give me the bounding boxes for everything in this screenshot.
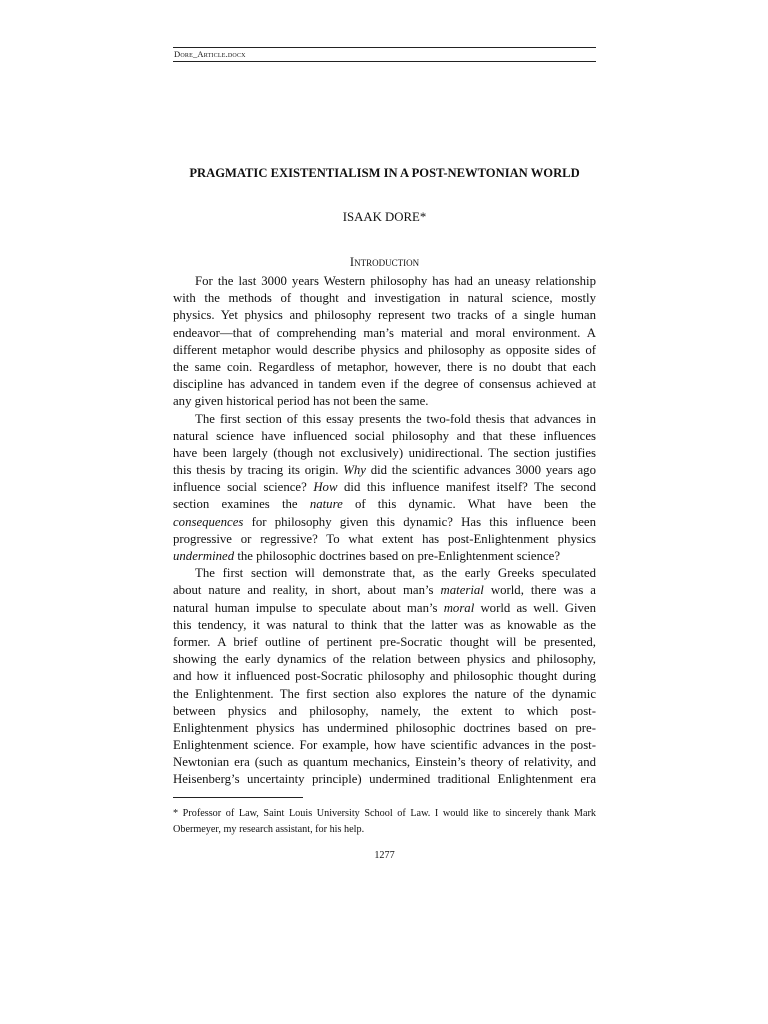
section-heading: Introduction (349, 255, 420, 269)
body-text (173, 273, 596, 789)
text-line: this thesis by tracing its origin. Why did the scientific advances 3000 years ago (173, 463, 596, 478)
text-line: any given historical period has not been the same. (173, 394, 429, 409)
footnote (173, 806, 596, 837)
text-line: The first section will demonstrate that, as the early Greeks speculated (195, 566, 596, 581)
text-line: Enlightenment physics has undermined philosophic doctrines based on pre- (173, 720, 596, 735)
text-line: natural human impulse to speculate about man’s moral world as well. Given (173, 600, 596, 615)
italic-word: How (313, 480, 338, 495)
italic-word: moral (443, 600, 475, 615)
text-line: different metaphor would describe physics and philosophy as opposite sides of (173, 342, 596, 357)
text-line: with the methods of thought and investigation in natural science, mostly (173, 291, 596, 306)
text-line: Enlightenment science. For example, how have scientific advances in the post- (173, 738, 596, 753)
text-line: natural science have influenced social philosophy and that these influences (173, 428, 596, 443)
text-line: between physics and philosophy, namely, the extent to which post- (173, 703, 596, 718)
text-line: Newtonian era (such as quantum mechanics, Einstein’s theory of relativity, and (173, 755, 596, 770)
italic-word: undermined (173, 549, 235, 563)
text-line: section examines the nature of this dynamic. What have been the (173, 497, 596, 512)
text-line: the Enlightenment. The first section also explores the nature of the dynamic (173, 686, 596, 701)
text-line: physics. Yet physics and philosophy represent two tracks of a single human (173, 308, 596, 323)
text-line: undermined the philosophic doctrines based on pre-Enlightenment science? (173, 549, 561, 563)
text-line: The first section of this essay presents the two-fold thesis that advances in (195, 411, 596, 426)
italic-word: nature (309, 497, 343, 512)
footnote-line: * Professor of Law, Saint Louis University School of Law. I would like to sincerely thank Mark (173, 808, 596, 819)
footnote-rule (173, 797, 303, 798)
text-line: the same coin. Regardless of metaphor, however, there is no doubt that each (173, 359, 596, 374)
italic-word: Why (343, 463, 366, 478)
text-line: about nature and reality, in short, about man’s material world, there was a (173, 583, 596, 598)
text-line: showing the early dynamics of the relation between physics and philosophy, (173, 652, 596, 667)
header-rule-bottom (173, 61, 596, 62)
text-line: influence social science? How did this influence manifest itself? The second (173, 480, 597, 495)
text-line: Heisenberg’s uncertainty principle) undermined traditional Enlightenment era (173, 772, 596, 787)
text-line: have been largely (though not exclusively) unidirectional. The section justifies (173, 445, 596, 460)
text-line: former. A brief outline of pertinent pre-Socratic thought will be presented, (173, 634, 596, 649)
text-line: progressive or regressive? To what extent has post-Enlightenment physics (173, 531, 596, 546)
text-line: For the last 3000 years Western philosophy has had an uneasy relationship (195, 274, 596, 288)
text-line: discipline has advanced in tandem even if the degree of consensus achieved at (173, 377, 596, 392)
header-rule-top (173, 47, 596, 48)
text-line: and how it influenced post-Socratic philosophy and philosophic thought during (173, 669, 596, 684)
text-line: consequences for philosophy given this dynamic? Has this influence been (173, 514, 596, 529)
page-number: 1277 (374, 850, 395, 861)
running-head: Dore_Article.docx (174, 49, 246, 59)
text-line: endeavor—that of comprehending man’s material and moral environment. A (173, 325, 596, 340)
article-author: ISAAK DORE* (342, 210, 427, 224)
footnote-line: Obermeyer, my research assistant, for his help. (173, 823, 365, 835)
italic-word: material (440, 583, 484, 598)
italic-word: consequences (173, 514, 244, 529)
article-title: PRAGMATIC EXISTENTIALISM IN A POST-NEWTONIAN WORLD (189, 166, 580, 180)
text-line: this tendency, it was natural to think that the latter was as knowable as the (173, 617, 596, 632)
